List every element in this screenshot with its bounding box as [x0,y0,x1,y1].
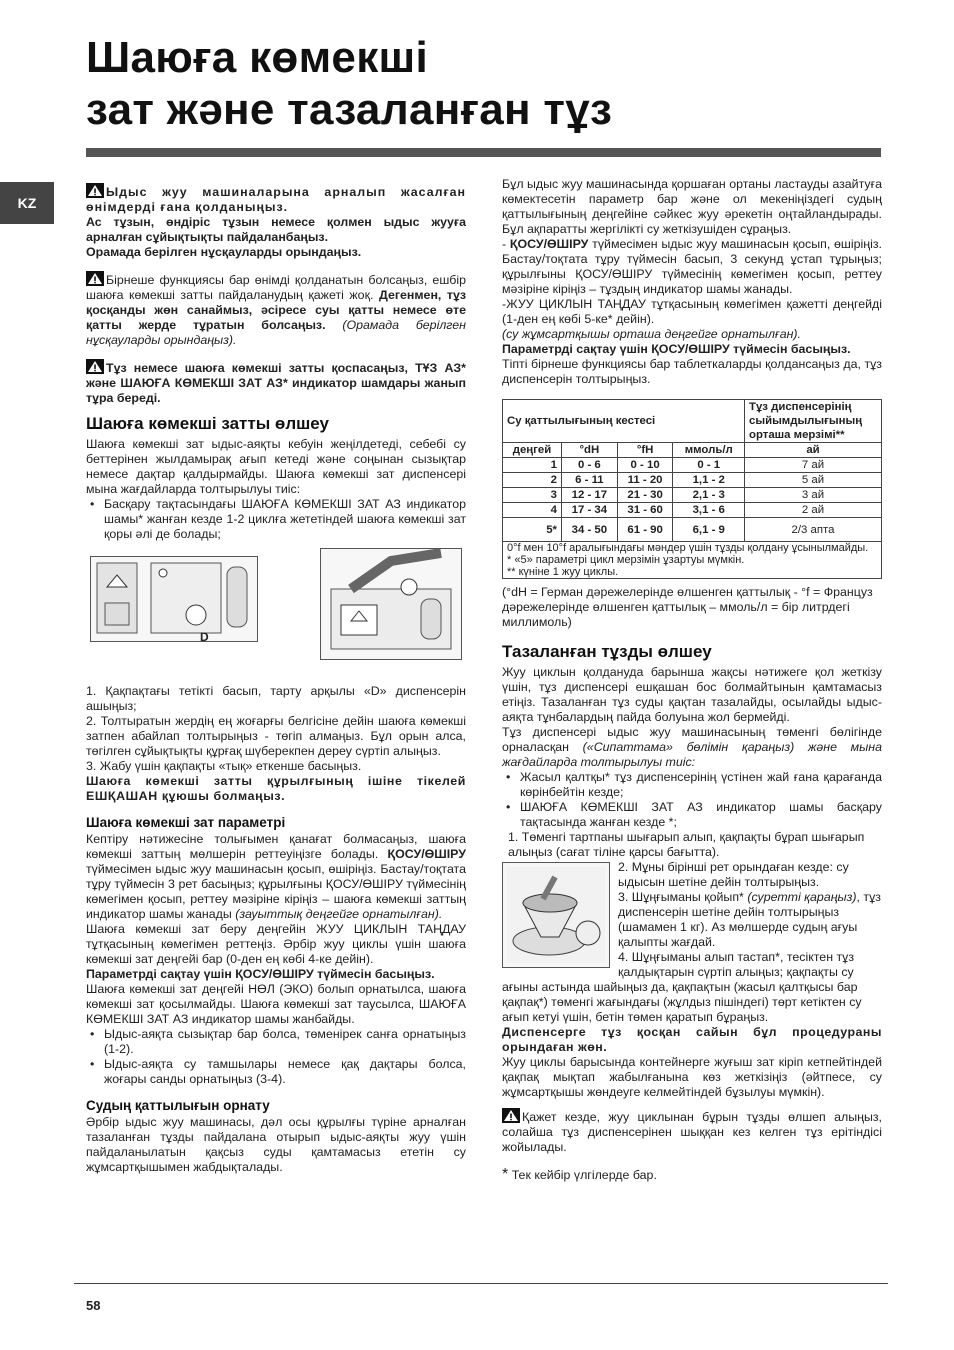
salt-step-1: 1. Төменгі тартпаны шығарып алып, қақпақты бұрап шығарып алыңыз (сағат тіліне қарсы бағытта). [508,830,865,859]
cell: 5 ай [745,473,882,488]
cell: 21 - 30 [617,488,673,503]
right-p5: Тіпті бірнеше функциясы бар таблеткаларды қолдансаңыз да, тұз диспенсерін толтырыңыз. [502,357,882,386]
hardness-p: Әрбір ыдыс жуу машинасы, дәл осы құрылғы түріне арналған тазаланған тұзды пайдалана отырып ыдыс-аяқты жуу үшін пайдаланылатын қақсыз суды қамтамасыз ететін су жұмсартқышымен жабдықталады. [86,1115,466,1174]
page-number: 58 [86,1298,101,1313]
text: , тұз диспенсерін шетіне дейін толтырыңыз (шамамен 1 кг). Аз мөлшерде судың ағуы қалыпты жағдай. [618,890,881,949]
table-notes [503,542,882,579]
text: - [502,237,510,251]
col-header: ммоль/л [673,443,745,458]
text: Кептіру нәтижесіне толығымен қанағат болмасаңыз, шаюға көмекші заттың мөлшерін реттеуіңізге болады. [86,832,466,861]
step-3: 3. Жабу үшін қақпақты «тық» еткенше басыңыз. [86,759,362,773]
cell: 0 - 10 [617,458,673,473]
warning-1-text: Ыдыс жуу машиналарына арналып жасалған өнімдерді ғана қолданыңыз. [86,185,466,214]
table-notes-row [503,542,882,579]
right-p3: -ЖУУ ЦИКЛЫН ТАҢДАУ тұтқасының көмегімен қажетті деңгейді (1-ден ең көбі 5-ке* дейін). [502,297,882,326]
warning-icon [86,271,104,286]
step-1: 1. Қақпақтағы тетікті басып, тарту арқылы «D» диспенсерін ашыңыз; [86,684,466,713]
salt-funnel-figure [502,862,610,968]
warning-2-bold: Дегенмен, тұз қосқанды жөн санаймыз, әсіресе суы қатты немесе өте қатты жерде тұратын болсаңыз. [86,288,467,332]
rinse-aid-list [86,497,466,542]
salt-step-2: 2. Мұны бірінші рет орындаған кезде: су ыдысын шетіне дейін толтырыңыз. [618,860,849,889]
rinse-setting-p2: Шаюға көмекші зат беру деңгейін ЖУУ ЦИКЛЫН ТАҢДАУ тұтқасының көмегімен реттеңіз. Әрбір жуу циклы үшін шаюға көмекші зат деңгейі бар (0-ден ең көбі 4-ке дейін). [86,922,466,966]
heading-hardness: Судың қаттылығын орнату [86,1098,270,1113]
table-note-1: 0°f мен 10°f аралығындағы мәндер үшін тұзды қолдану ұсынылмайды. [507,542,869,554]
cell: 12 - 17 [562,488,618,503]
table-subheader-row [503,443,882,458]
italic-note: («Сипаттама» бөлімін қараңыз) және мына жағдайларда толтырылуы тиіс: [502,740,883,769]
cell: 1 [503,458,562,473]
heading-salt: Тазаланған тұзды өлшеу [502,642,712,661]
footnote [502,1167,882,1183]
warning-block-2 [86,271,466,348]
right-p2 [502,237,882,297]
col-header: ай [745,443,882,458]
table-row [503,458,882,473]
units-note: (°dH = Герман дәрежелерінде өлшенген қаттылық - °f = Француз дәрежелерінде өлшенген қаттылық – ммоль/л = бір литрдегі миллимоль) [502,585,873,629]
cell: 1,1 - 2 [673,473,745,488]
cell: 7 ай [745,458,882,473]
rinse-setting-p1 [86,832,466,922]
footnote-text: Тек кейбір үлгілерде бар. [511,1168,657,1182]
heading-rinse-setting: Шаюға көмекші зат параметрі [86,815,286,830]
salt-bold-note: Диспенсерге тұз қосқан сайын бұл процедураны орындаған жөн. [502,1025,882,1054]
cell: 17 - 34 [562,503,618,518]
table-row [503,503,882,518]
col-header: деңгей [503,443,562,458]
cell: 3 ай [745,488,882,503]
italic-note: (зауыттық деңгейге орнатылған). [235,907,443,921]
warning-icon [86,359,104,374]
table-note-3: ** күніне 1 жуу циклы. [507,566,619,578]
cell: 31 - 60 [617,503,673,518]
dispenser-open-figure [320,548,462,660]
rinse-aid-intro: Шаюға көмекші зат ыдыс-аяқты кебуін жеңілдетеді, себебі су беттерінен жылдамырақ ағып кетеді және соңынан сызықтар немесе дақтар қалдырмайды. Шаюға көмекші зат диспенсері мына жағдайларда толтырылуы тиіс: [86,437,466,496]
cell: 4 [503,503,562,518]
text: 3. Шұңғыманы қойып* [618,890,744,904]
list-item: • ШАЮҒА КӨМЕКШІ ЗАТ АЗ индикатор шамы басқару тақтасында жанған кезде *; [520,800,882,830]
right-column [502,177,882,1183]
warning-block-3 [86,359,466,406]
col-header: °dH [562,443,618,458]
warning-2-italic: (Орамада берілген нұсқауларды орындаңыз). [86,318,466,347]
table-head-left: Су қаттылығының кестесі [503,400,745,443]
salt-step-4: 4. Шұңғыманы алып тастап*, тесіктен тұз қалдықтарын сүртіп алыңыз; қақпақты су ағыны астында шайыңыз да, қақпақтын (жасыл қалтқысы бар қақпақ*) төменгі жағындағы (жұлдыз пішіндегі) төрт кетіктен су ағып кетуі үшін, бетін төмен қаратып бұраңыз. [502,950,862,1024]
text: Тұз диспенсері ыдыс жуу машинасының төменгі бөлігінде орналасқан [502,725,882,754]
warning-icon [502,1108,520,1123]
warning-text: Қажет кезде, жуу циклынан бұрын тұзды өлшеп алыңыз, солайша тұз диспенсерінен шыққан кез келген тұз ерітіндісі жойылады. [502,1110,882,1154]
dispenser-panel-illustration [91,557,257,641]
cell: 34 - 50 [562,518,618,542]
salt-p1: Жуу циклын қолдануда барынша жақсы нәтижеге қол жеткізу үшін, тұз диспенсері ешқашан бос болмайтынын қамтамасыз етіңіз. Тазаланған тұз суды қақтан тазалайды, осылайды ыдыс-аяқта тұнбалардың пайда болуына жол бермейді. [502,665,882,724]
warning-1-p2: Ас тұзын, өндіріс тұзын немесе қолмен ыдыс жууға арналған сұйықтықты пайдаланбаңыз. [86,215,466,244]
cell: 3,1 - 6 [673,503,745,518]
col-header: °fH [617,443,673,458]
table-header-row [503,400,882,443]
cell: 2/3 апта [745,518,882,542]
warning-3-text: Тұз немесе шаюға көмекші затты қоспасаңыз, ТҰЗ АЗ* және ШАЮҒА КӨМЕКШІ ЗАТ АЗ* индикатор шамдары жанып тұра береді. [86,361,466,405]
text: түймесімен ыдыс жуу машинасын қосып, өшіріңіз. Бастау/тоқтата тұру түймесін 3 рет басыңыз; құрылғыны ҚОСУ/ӨШІРУ түймесінің көмегімен қосып, реттеу мәзіріне кіріңіз – шаюға көмекші заттың индикатор шамы жанады [86,862,466,921]
never-pour-note: Шаюға көмекші затты құрылғының ішіне тікелей ЕШҚАШАН құюшы болмаңыз. [86,774,466,803]
table-row [503,473,882,488]
warning-1-p3: Орамада берілген нұсқауларды орындаңыз. [86,245,362,259]
rinse-setting-p3: Шаюға көмекші зат деңгейі НӨЛ (ЭКО) болып орнатылса, шаюға көмекші зат қосылмайды. Шаюға көмекші зат таусылса, ШАЮҒА КӨМЕКШІ ЗАТ АЗ индикатор шамы жанбайды. [86,982,466,1026]
cell: 2 ай [745,503,882,518]
language-tab: KZ [0,182,54,224]
table-row [503,518,882,542]
list-item: • Басқару тақтасындағы ШАЮҒА КӨМЕКШІ ЗАТ АЗ индикатор шамы* жанған кезде 1-2 циклға жететіндей шаюға көмекші зат қоры әлі де болады; [104,497,466,542]
salt-funnel-illustration [503,863,609,967]
salt-warning [502,1108,882,1155]
dispenser-label-d: D [200,630,209,644]
table-head-right: Тұз диспенсерінің сыйымдылығының орташа мерзімі** [745,400,882,443]
rinse-setting-list [86,1027,466,1087]
cell: 0 - 1 [673,458,745,473]
warning-2-text: Бірнеше функциясы бар өнімді қолданатын болсаңыз, ешбір шаюға көмекші затты пайдаланудың қажеті жоқ. [86,273,466,302]
cell: 5* [503,518,562,542]
table-note-2: * «5» параметрі цикл мерзімін ұзартуы мүмкін. [507,554,745,566]
salt-p2 [502,725,882,770]
footer-rule [74,1283,888,1284]
table-row [503,488,882,503]
salt-list [502,770,882,830]
right-p1: Бұл ыдыс жуу машинасында қоршаған ортаны ластауды азайтуға көмектесетін параметр бар және ол мекеніңіздегі судың қаттылығының деңгейіне сәйкес жуу әрекетін оңтайландырады. Бұл ақпаратты жергілікті су жеткізушіден сұраңыз. [502,177,882,236]
cell: 0 - 6 [562,458,618,473]
dispenser-panel-figure [90,556,258,642]
footnote-star: * [502,1166,509,1183]
list-item: • Ыдыс-аяқта су тамшылары немесе қақ дақтары болса, жоғары санды орнатыңыз (3-4). [104,1057,466,1087]
list-item: • Ыдыс-аяқта сызықтар бар болса, төменірек санға орнатыңыз (1-2). [104,1027,466,1057]
left-column [86,183,466,1175]
onoff-label: ҚОСУ/ӨШІРУ [509,237,589,251]
cell: 2,1 - 3 [673,488,745,503]
cell: 11 - 20 [617,473,673,488]
title-line-2: зат және тазаланған тұз [86,85,613,134]
title-rule [86,148,881,157]
onoff-label: ҚОСУ/ӨШІРУ [387,847,466,861]
salt-funnel-block [502,860,882,1025]
cell: 61 - 90 [617,518,673,542]
rinse-aid-figures [86,548,466,676]
cell: 6 - 11 [562,473,618,488]
heading-rinse-aid: Шаюға көмекші затты өлшеу [86,414,329,433]
warning-block-1 [86,183,466,215]
cell: 3 [503,488,562,503]
cell: 6,1 - 9 [673,518,745,542]
warning-icon [86,183,104,198]
salt-p3: Жуу циклы барысында контейнерге жуғыш зат кіріп кетпейтіндей қақпақ мықтап жабылғанына көз жеткізіңіз (әйтпесе, су жұмсартқышы жөндеуге келмейтіндей бұзылуы мүмкін). [502,1055,882,1099]
step-2: 2. Толтыратын жердің ең жоғарғы белгісіне дейін шаюға көмекші затпен абайлап толтырыңыз - төгіп алмаңыз. Бұл орын алса, төгілген сұйықтықты құрғақ шүберекпен дереу сүртіп алыңыз. [86,714,466,758]
cell: 2 [503,473,562,488]
list-item: • Жасыл қалтқы* тұз диспенсерінің үстінен жай ғана қарағанда көрінбейтін кезде; [520,770,882,800]
page-title [86,32,886,136]
dispenser-open-illustration [321,549,461,659]
italic-note: (суретті қараңыз) [747,890,857,904]
hardness-table [502,399,882,579]
rinse-setting-save: Параметрді сақтау үшін ҚОСУ/ӨШІРУ түймесін басыңыз. [86,967,435,981]
title-line-1: Шаюға көмекші [86,33,429,82]
right-save: Параметрді сақтау үшін ҚОСУ/ӨШІРУ түймесін басыңыз. [502,342,851,356]
right-p3-italic: (су жұмсартқышы орташа деңгейге орнатылған). [502,327,801,341]
text: түймесімен ыдыс жуу машинасын қосып, өшіріңіз. Бастау/тоқтата тұру түймесін басып, 3 секунд ұстап тұрыңыз; құрылғыны ҚОСУ/ӨШІРУ түймесінің көмегімен қосып, реттеу мәзіріне кіріңіз – тұздың индикатор шамы жанады. [502,237,882,296]
